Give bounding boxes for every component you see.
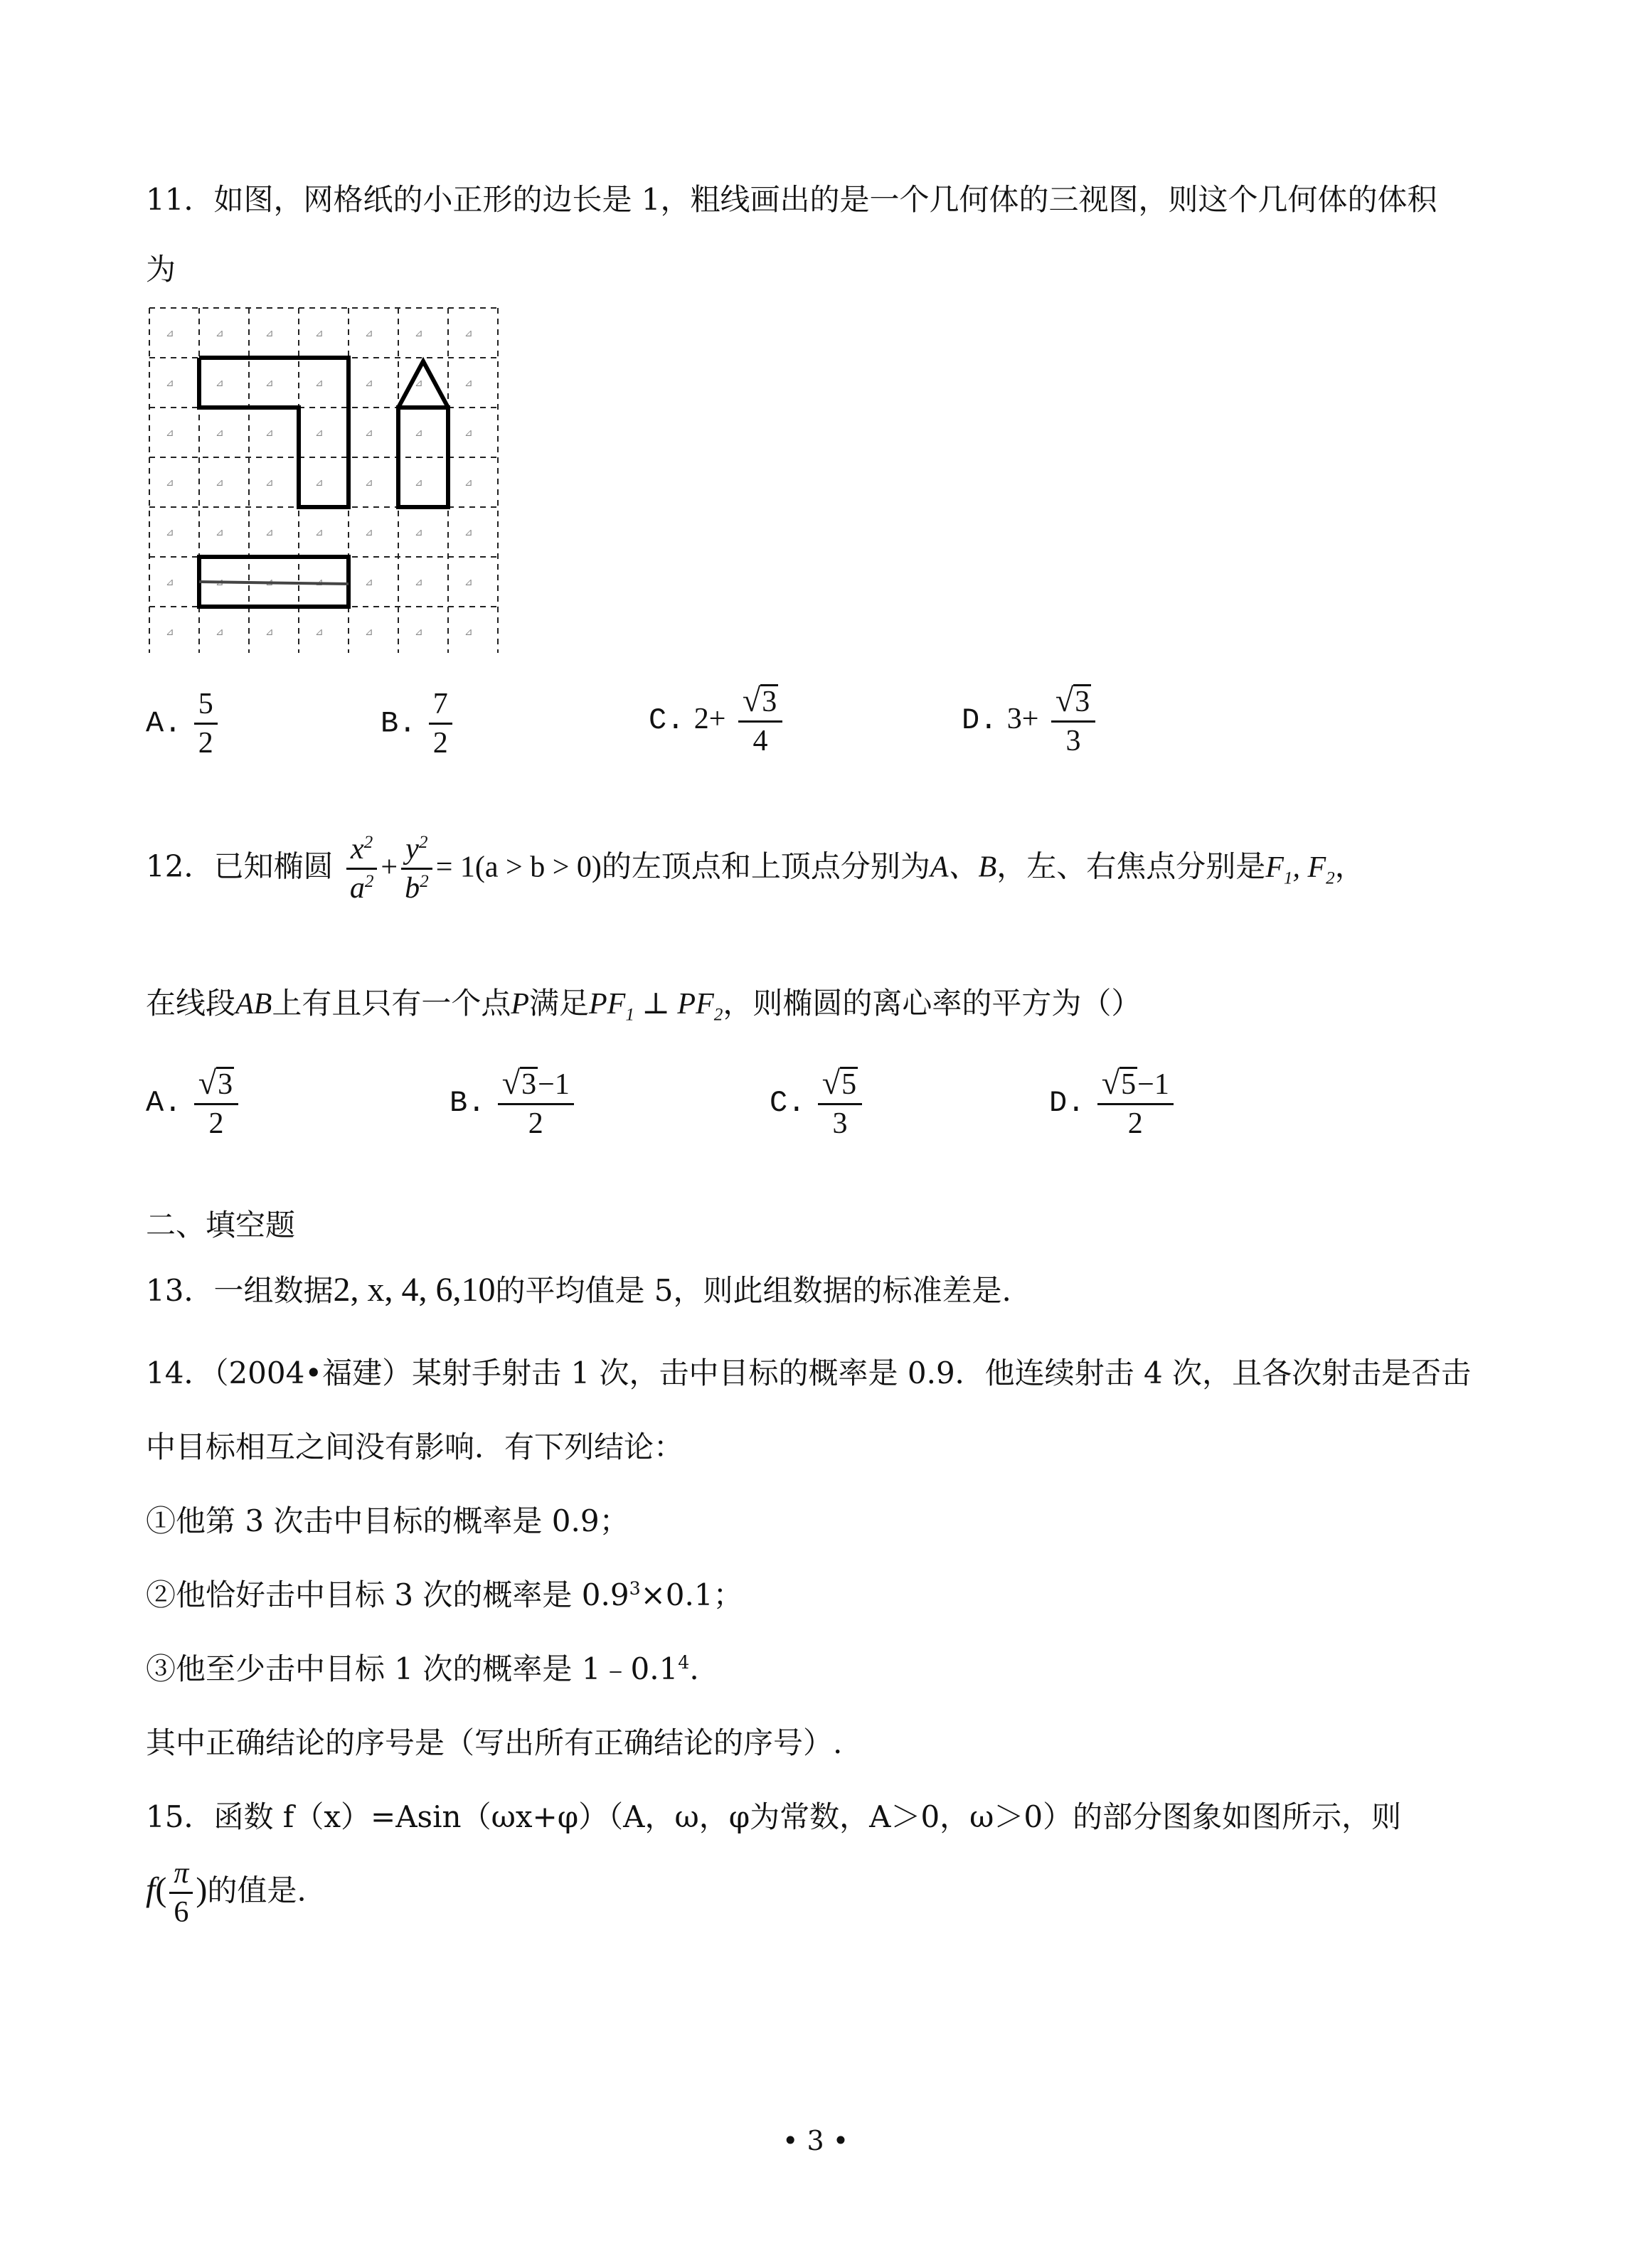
option-label: A.	[146, 706, 182, 741]
svg-text:⊿: ⊿	[265, 328, 274, 339]
q11-option-c[interactable]	[649, 684, 785, 757]
function-f: f	[146, 1870, 156, 1909]
q14-line2: 中目标相互之间没有影响．有下列结论：	[146, 1430, 684, 1464]
svg-text:⊿: ⊿	[365, 427, 373, 439]
frac-denominator: 2	[528, 1107, 543, 1141]
svg-text:⊿: ⊿	[166, 527, 174, 538]
svg-text:⊿: ⊿	[415, 627, 423, 638]
frac-numerator: 7	[429, 688, 452, 725]
svg-text:⊿: ⊿	[315, 527, 324, 538]
option-label: A.	[146, 1086, 182, 1121]
q14-conclusion-2: ②他恰好击中目标 3 次的概率是 $0.9^3\times 0.1$；	[146, 1577, 743, 1612]
svg-text:⊿: ⊿	[464, 527, 473, 538]
grid-cell-marks	[166, 328, 473, 638]
svg-text:⊿: ⊿	[265, 477, 274, 489]
q11-option-a[interactable]	[146, 688, 220, 759]
ellipse-term-x: $\frac{x^2}{a^2}$	[346, 834, 378, 904]
section-heading-fill-blank: 二、填空题	[146, 1208, 296, 1242]
frac-denominator: 2	[1127, 1107, 1143, 1141]
segment-ab: AB	[235, 988, 272, 1021]
radicand: 3	[762, 686, 777, 718]
q13-suffix: 的平均值是 5，则此组数据的标准差是.	[495, 1273, 1011, 1308]
svg-text:⊿: ⊿	[365, 378, 373, 389]
q12-option-d[interactable]: D. √ 5 −1 2	[1049, 1067, 1176, 1139]
svg-text:⊿: ⊿	[166, 328, 174, 339]
svg-text:⊿: ⊿	[315, 477, 324, 489]
q12-line1: 12．已知椭圆 $\frac{x^2}{a^2}$ + $\frac{y^2}{b^2}$ = 1(a > b > 0)的左顶点和上顶点分别为A、B，左、右焦点分别是$F_1$, $F_2$，	[146, 833, 1365, 905]
q11-option-b[interactable]	[381, 688, 455, 759]
svg-text:⊿: ⊿	[216, 527, 224, 538]
option-label: B.	[450, 1086, 486, 1121]
q12-option-a[interactable]	[146, 1067, 241, 1139]
point-p: P	[511, 988, 529, 1021]
foci-f1f2: $F_1$, $F_2$	[1265, 851, 1335, 888]
svg-text:⊿: ⊿	[166, 427, 174, 439]
plus-sign: +	[708, 703, 726, 736]
sqrt-icon: √	[1055, 682, 1074, 718]
sqrt-icon: √	[821, 1065, 841, 1101]
radicand: 3	[521, 1068, 537, 1101]
svg-text:⊿: ⊿	[166, 477, 174, 489]
q12-line2	[146, 980, 1141, 1025]
q12-prefix: 12．已知椭圆	[146, 848, 334, 884]
svg-text:⊿: ⊿	[365, 328, 373, 339]
q11-line2: 为	[146, 252, 176, 287]
option-int: 2	[693, 703, 709, 736]
q12-mid2: ，左、右焦点分别是	[996, 848, 1266, 884]
svg-text:⊿: ⊿	[365, 477, 373, 489]
q15-line2: f( $\frac{\pi}{6}$ )的值是.	[146, 1857, 307, 1929]
radicand: 3	[218, 1068, 233, 1101]
q11-option-d[interactable]	[962, 684, 1098, 757]
frac-denominator: 6	[174, 1896, 189, 1929]
svg-text:⊿: ⊿	[464, 627, 473, 638]
frac-denominator: 2	[208, 1107, 224, 1141]
pi-symbol: π	[169, 1858, 193, 1894]
q13-data-set: 2, x, 4, 6,10	[333, 1271, 496, 1309]
vertices-ab: A、B	[930, 851, 997, 884]
svg-text:⊿: ⊿	[464, 378, 473, 389]
svg-text:⊿: ⊿	[315, 328, 324, 339]
q12-option-b[interactable]: B. √ 3 −1 2	[450, 1067, 577, 1139]
q11-line1: 11．如图，网格纸的小正形的边长是 1，粗线画出的是一个几何体的三视图，则这个几何体的体积	[146, 182, 1437, 217]
q12-end: ，	[1334, 848, 1365, 884]
svg-text:⊿: ⊿	[216, 427, 224, 439]
option-label: D.	[962, 703, 998, 738]
frac-denominator: 2	[432, 727, 448, 760]
ellipse-term-y: $\frac{y^2}{b^2}$	[400, 834, 433, 904]
svg-text:⊿: ⊿	[265, 427, 274, 439]
svg-text:⊿: ⊿	[166, 378, 174, 389]
q12-text-d: ，则椭圆的离心率的平方为（）	[723, 986, 1142, 1021]
q15-suffix: 的值是.	[207, 1873, 307, 1908]
frac-denominator: 4	[752, 725, 768, 758]
frac-denominator: 2	[198, 727, 213, 760]
svg-text:⊿: ⊿	[415, 427, 423, 439]
svg-text:⊿: ⊿	[166, 577, 174, 588]
q15-line1: 15．函数 f（x）=Asin（ωx+φ）（A，ω，φ为常数，A＞0，ω＞0）的部分图象如图所示，则	[146, 1799, 1402, 1834]
svg-text:⊿: ⊿	[315, 378, 324, 389]
svg-text:⊿: ⊿	[365, 527, 373, 538]
page-number: • 3 •	[782, 2125, 849, 2156]
svg-text:⊿: ⊿	[464, 328, 473, 339]
radicand: 3	[1075, 686, 1090, 718]
svg-text:⊿: ⊿	[216, 378, 224, 389]
option-label: B.	[381, 706, 417, 741]
svg-text:⊿: ⊿	[365, 627, 373, 638]
radicand: 5	[841, 1068, 857, 1101]
q14-conclusion-1: ①他第 3 次击中目标的概率是 0.9；	[146, 1503, 629, 1538]
svg-text:⊿: ⊿	[166, 627, 174, 638]
sqrt-icon: √	[1101, 1065, 1120, 1101]
sqrt-icon: √	[501, 1065, 521, 1101]
svg-text:⊿: ⊿	[415, 378, 423, 389]
svg-text:⊿: ⊿	[415, 577, 423, 588]
svg-text:⊿: ⊿	[464, 427, 473, 439]
radicand: 5	[1121, 1068, 1137, 1101]
frac-numerator: 5	[194, 688, 218, 725]
svg-text:⊿: ⊿	[315, 427, 324, 439]
ellipse-condition: = 1(a > b > 0)	[435, 851, 602, 884]
plus-sign: +	[1021, 703, 1039, 736]
sqrt-icon: √	[198, 1065, 217, 1101]
option-label: C.	[649, 703, 685, 738]
frac-denominator: 3	[1065, 725, 1081, 758]
option-label: D.	[1049, 1086, 1085, 1121]
svg-text:⊿: ⊿	[315, 627, 324, 638]
q12-text-a: 在线段	[146, 986, 236, 1021]
svg-text:⊿: ⊿	[216, 477, 224, 489]
q14-last-line: 其中正确结论的序号是（写出所有正确结论的序号）.	[146, 1725, 843, 1760]
q12-option-c[interactable]	[770, 1067, 865, 1139]
svg-text:⊿: ⊿	[464, 577, 473, 588]
q14-line1: 14．（2004•福建）某射手射击 1 次，击中目标的概率是 0.9．他连续射击 4 次，且各次射击是否击	[146, 1356, 1472, 1390]
side-view-triangle	[398, 361, 448, 408]
perp-condition: $PF_1$ ⊥ $PF_2$	[589, 988, 723, 1025]
svg-text:⊿: ⊿	[464, 477, 473, 489]
svg-text:⊿: ⊿	[216, 328, 224, 339]
svg-text:⊿: ⊿	[415, 527, 423, 538]
svg-text:⊿: ⊿	[265, 527, 274, 538]
svg-text:⊿: ⊿	[415, 328, 423, 339]
q12-text-b: 上有且只有一个点	[272, 986, 511, 1021]
q13-line	[146, 1267, 1011, 1310]
svg-text:⊿: ⊿	[365, 577, 373, 588]
sqrt-icon: √	[742, 682, 761, 718]
q12-mid: 的左顶点和上顶点分别为	[601, 848, 930, 884]
q12-text-c: 满足	[529, 986, 590, 1021]
frac-denominator: 3	[832, 1107, 848, 1141]
three-view-figure	[146, 304, 509, 653]
option-label: C.	[770, 1086, 806, 1121]
q13-prefix: 13．一组数据	[146, 1273, 334, 1308]
svg-text:⊿: ⊿	[265, 627, 274, 638]
option-int: 3	[1006, 703, 1022, 736]
q14-conclusion-3: ③他至少击中目标 1 次的概率是 $1﹣0.1^4$.	[146, 1651, 699, 1686]
svg-text:⊿: ⊿	[415, 477, 423, 489]
svg-text:⊿: ⊿	[265, 378, 274, 389]
svg-text:⊿: ⊿	[216, 627, 224, 638]
